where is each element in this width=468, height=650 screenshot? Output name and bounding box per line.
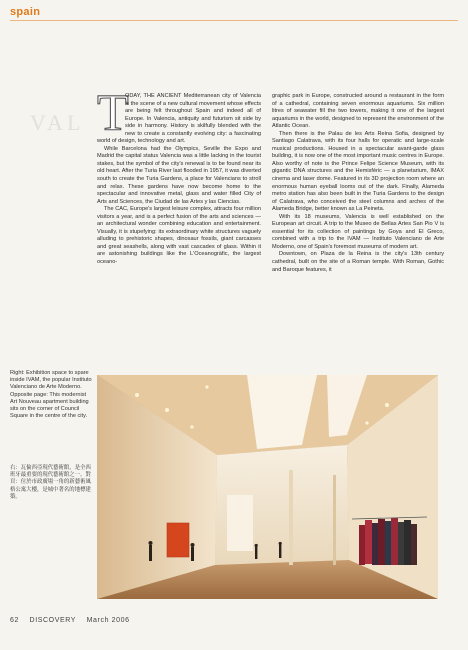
paragraph: Then there is the Palau de les Arts Reina Sofia, designed by Santiago Calatrava, with its four halls for operatic and large-scale musical productions. Housed in a spectacular avant-garde glass building, it is now one of the most important music centres in Europe. Also worthy of note is the Prince Felipe Science Museum, with its gigantic DNA structures and the Hemisfèric — a planetarium, IMAX cinema and laser dome. Featured in its 3D projection room where an enormous human eyeball looms out of the dark. Finally, Alameda metro station has also been built in the Turia Gardens to the design of Calatrava, who conceived the steel columns and arches of the Alameda Bridge, better known as La Peineta. <box>272 130 444 213</box>
section-label: spain <box>10 6 41 18</box>
paragraph: ODAY, THE ANCIENT Mediterranean city of Valencia is the scene of a new cultural movement whose effects are being felt throughout Spain and indeed all of Europe. In Valencia, antiquity and futurism sit side by side in harmony. History is skilfully blended with the new to create a constantly evolving city: a fascinating world of design, technology and art. <box>97 93 261 145</box>
section-divider <box>10 20 458 21</box>
article-column-left <box>97 85 261 267</box>
article-column-right <box>272 93 444 274</box>
ghost-heading: VAL <box>30 110 85 135</box>
gallery-photo <box>97 375 438 599</box>
paragraph: With its 18 museums, Valencia is well established on the European art circuit. A trip to the Museo de Bellas Artes San Pio V is essential for its collection of paintings by Goya and El Greco, combined with a trip to the IVAM — Instituto Valenciano de Arte Moderno, one of Spain's foremost museums of modern art. <box>272 213 444 250</box>
photo-caption-english: Right: Exhibition space to spare inside IVAM, the popular Instituto Valenciano de Arte Moderno. Opposite page: This modernist Art Nouveau apartment building sits on the corner of Council Square in the centre of the city. <box>10 370 92 420</box>
paragraph: While Barcelona had the Olympics, Seville the Expo and Madrid the capital status Valencia was a little lacking in the tourist stakes, but the symbol of the city's renewal is to be found near its old heart. After the Turia River last flooded in 1957, it was diverted south to create the Turia Gardens, a place for Valencians to stroll and relax. These gardens have now become home to the spectacular and innovative metal, glass and water filled City of Arts and Sciences, the Ciudad de las Artes y las Ciencias. <box>97 145 261 205</box>
page-footer <box>10 617 138 624</box>
issue-date: March 2006 <box>86 617 130 624</box>
page-number: 62 <box>10 617 19 624</box>
paragraph: Downtown, on Plaza de la Reina is the city's 13th century cathedral, built on the site of a Roman temple. With Roman, Gothic and Baroque features, it <box>272 251 444 273</box>
magazine-name: DISCOVERY <box>29 617 77 624</box>
paragraph: graphic park in Europe, constructed around a restaurant in the form of a cathedral, containing seven enormous aquariums. Six million litres of seawater fill the two towers, making it one of the largest aquariums in the world, designed to represent the environment of the Atlantic Ocean. <box>272 93 444 130</box>
gallery-illustration <box>97 375 438 599</box>
paragraph: The CAC, Europe's largest leisure complex, attracts four million visitors a year, and is a perfect fusion of the arts and sciences — an architectural wonder combining education and entertainment. Visually, it is stupefying: its extraordinary white structures vaguely alluding to prehistoric shapes, dinosaur fossils, giant carcasses and great seashells, along with vast cascades of glass. Within it are astonishing buildings like the L'Oceanogràfic, the largest oceano- <box>97 206 261 266</box>
photo-caption-chinese: 右：瓦倫西亞現代藝術館，是全西班牙最重要的現代藝術館之一。對頁：位於市政廣場一角的新藝術風格公寓大樓，是城中著名的地標建築。 <box>10 465 91 500</box>
drop-cap: T <box>97 85 129 142</box>
